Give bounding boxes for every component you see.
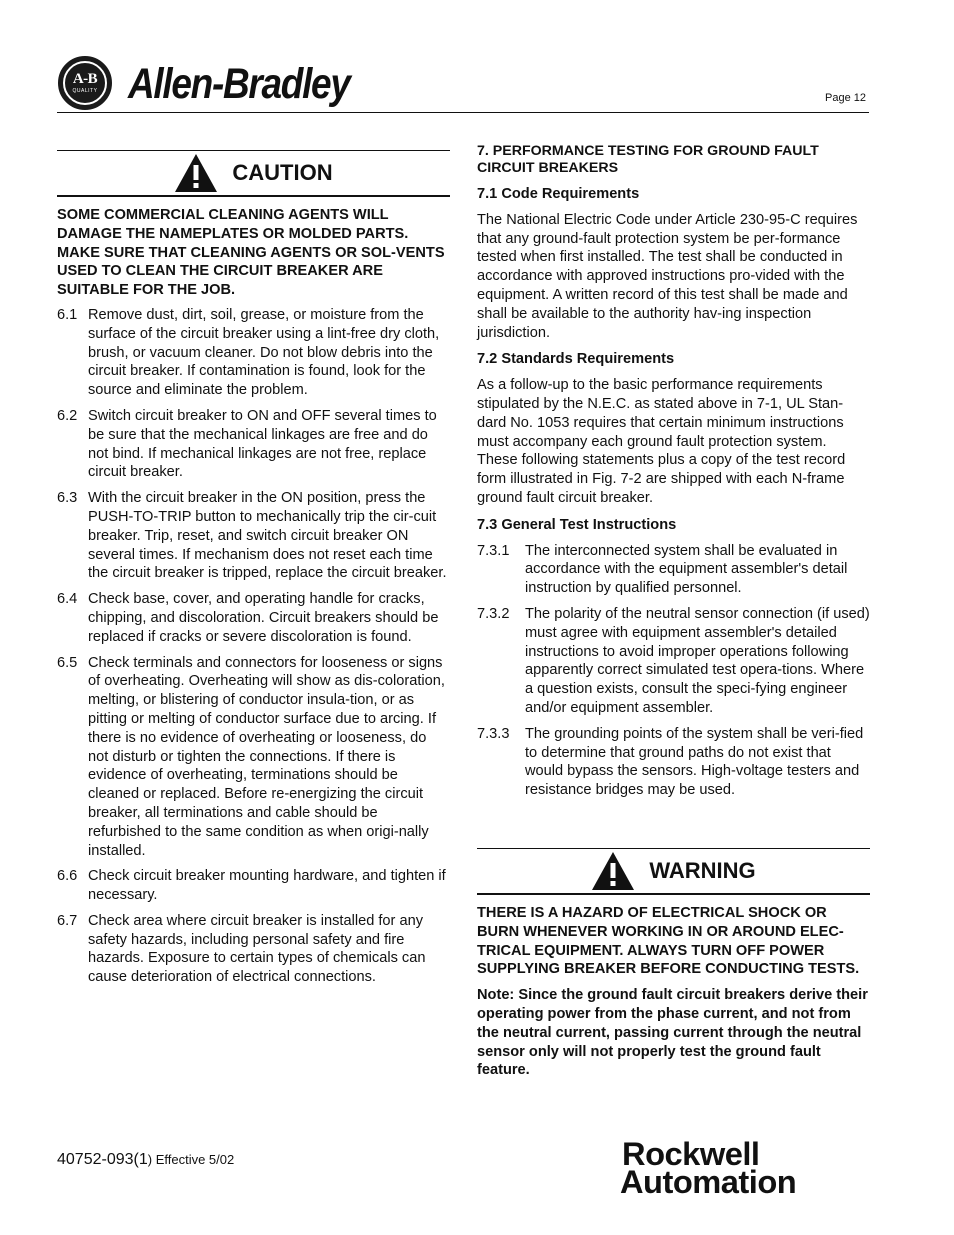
document-number bbox=[57, 1151, 234, 1169]
item-number: 6.1 bbox=[57, 306, 78, 323]
rockwell-automation-logo bbox=[620, 1136, 797, 1200]
item-number: 7.3.2 bbox=[477, 605, 510, 622]
item-text: Check base, cover, and operating handle for cracks, chipping, and discoloration. Circuit breakers should be replaced if cracks or severe discoloration is found. bbox=[88, 591, 439, 645]
right-column bbox=[477, 143, 870, 807]
section-7-3-title: 7.3 General Test Instructions bbox=[477, 516, 677, 533]
section-7-2-text: As a follow-up to the basic performance requirements stipulated by the N.E.C. as stated above in 7-1, UL Stan-dard No. 1053 requires that certain minimum instructions must accompany each ground fault protection system. These following statements plus a copy of the test record form illustrated in Fig. 7-2 are shipped with each N-frame ground fault circuit breaker. bbox=[477, 377, 846, 506]
item-number: 6.4 bbox=[57, 591, 78, 608]
section-7-2-title: 7.2 Standards Requirements bbox=[477, 351, 675, 368]
warning-text: THERE IS A HAZARD OF ELECTRICAL SHOCK OR BURN WHENEVER WORKING IN OR AROUND ELEC-TRICAL EQUIPMENT. ALWAYS TURN OFF POWER SUPPLYING BREAKER BEFORE CONDUCTING TESTS. bbox=[477, 905, 860, 978]
item-number: 6.7 bbox=[57, 912, 78, 929]
item-text: The grounding points of the system shall be veri-fied to determine that ground paths do not exist that would bypass the sensors. High-voltage testers and resistance bridges may be used. bbox=[525, 725, 864, 799]
warning-box bbox=[477, 848, 870, 895]
list-item bbox=[57, 590, 450, 646]
item-text: With the circuit breaker in the ON position, press the PUSH-TO-TRIP button to mechanically trip the cir-cuit breaker. Trip, reset, and switch circuit breaker ON several times. If mechanism does not reset each time the circuit breaker is tripped, replace the circuit breaker. bbox=[88, 490, 447, 582]
automation-text: Automation bbox=[620, 1164, 797, 1200]
item-text: Check area where circuit breaker is installed for any safety hazards, including personal safety and fire hazards. Exposure to certain types of chemicals can cause deterioration of electrical connections. bbox=[88, 912, 426, 986]
section-7-1-title: 7.1 Code Requirements bbox=[477, 186, 640, 202]
warning-section bbox=[477, 848, 870, 1080]
item-number: 7.3.1 bbox=[477, 542, 510, 559]
allen-bradley-seal-logo bbox=[58, 56, 112, 110]
warning-triangle-icon bbox=[174, 153, 218, 193]
caution-title: CAUTION bbox=[232, 159, 333, 185]
list-item bbox=[57, 867, 450, 905]
item-text: Remove dust, dirt, soil, grease, or moisture from the surface of the circuit breaker using a lint-free dry cloth, brush, or vacuum cleaner. Do not blow debris into the circuit breaker. If contamination is found, look for the source and eliminate the problem. bbox=[88, 306, 440, 399]
warning-title: WARNING bbox=[649, 857, 756, 883]
header-rule bbox=[57, 112, 869, 113]
section-7-1-text: The National Electric Code under Article 230-95-C requires that any ground-fault protection system be per-formance tested when first installed. The test shall be conducted in accordance with approved instructions pro-vided with the equipment. A written record of this test shall be made and shall be available to the authority hav-ing inspection jurisdiction. bbox=[477, 211, 858, 341]
rockwell-text: Rockwell bbox=[622, 1136, 760, 1172]
item-text: Check circuit breaker mounting hardware, and tighten if necessary. bbox=[88, 868, 446, 904]
item-text: Check terminals and connectors for looseness or signs of overheating. Overheating will show as dis-coloration, melting, or blistering of conductor insula-tion, or as pitting or melting of conductor surface due to arcing. If there is no evidence of overheating or looseness, do not disturb or tighten the connections. If there is evidence of overheating, terminations should be cleaned or replaced. Before re-energizing the circuit breaker, all terminations and cable should be refurbished to the same condition as when origi-nally installed. bbox=[88, 654, 445, 859]
item-number: 6.6 bbox=[57, 868, 78, 885]
list-item bbox=[477, 725, 870, 800]
item-text: Switch circuit breaker to ON and OFF several times to be sure that the mechanical linkages are free and do not bind. If mechanical linkages are not free, replace circuit breaker. bbox=[88, 407, 437, 481]
caution-box bbox=[57, 150, 450, 197]
effective-date: ) Effective 5/02 bbox=[147, 1152, 235, 1167]
section-7-title: 7. PERFORMANCE TESTING FOR GROUND FAULT CIRCUIT BREAKERS bbox=[477, 143, 819, 176]
list-item bbox=[57, 912, 450, 987]
doc-number: 40752-093(1 bbox=[57, 1151, 148, 1168]
item-number: 6.3 bbox=[57, 490, 78, 507]
item-number: 7.3.3 bbox=[477, 725, 510, 742]
seal-ab-text: A-B bbox=[72, 71, 98, 87]
page-number: Page 12 bbox=[825, 92, 866, 104]
seal-quality-text: QUALITY bbox=[72, 88, 98, 94]
list-item bbox=[477, 605, 870, 718]
warning-note: Note: Since the ground fault circuit breakers derive their operating power from the phase current, and not from the neutral current, passing current through the neutral sensor only will not properly test the ground fault feature. bbox=[477, 987, 868, 1079]
item-number: 6.5 bbox=[57, 654, 78, 671]
left-column bbox=[57, 150, 450, 994]
list-item bbox=[57, 306, 450, 400]
caution-text: SOME COMMERCIAL CLEANING AGENTS WILL DAMAGE THE NAMEPLATES OR MOLDED PARTS. MAKE SURE THAT CLEANING AGENTS OR SOL-VENTS USED TO CLEAN THE CIRCUIT BREAKER ARE SUITABLE FOR THE JOB. bbox=[57, 207, 445, 299]
item-text: The polarity of the neutral sensor connection (if used) must agree with equipment assembler's detailed instructions to avoid improper operations following apparently correct simulated test opera-tions. Where a question exists, consult the speci-fying engineer and/or equipment assembler. bbox=[525, 605, 870, 716]
list-item bbox=[57, 407, 450, 482]
warning-triangle-icon bbox=[591, 851, 635, 891]
list-item bbox=[57, 489, 450, 583]
list-item bbox=[477, 542, 870, 598]
item-text: The interconnected system shall be evaluated in accordance with the equipment assembler's detail instruction by qualified personnel. bbox=[525, 542, 848, 597]
item-number: 6.2 bbox=[57, 407, 78, 424]
list-item bbox=[57, 654, 450, 861]
brand-wordmark: Allen-Bradley bbox=[128, 60, 350, 108]
